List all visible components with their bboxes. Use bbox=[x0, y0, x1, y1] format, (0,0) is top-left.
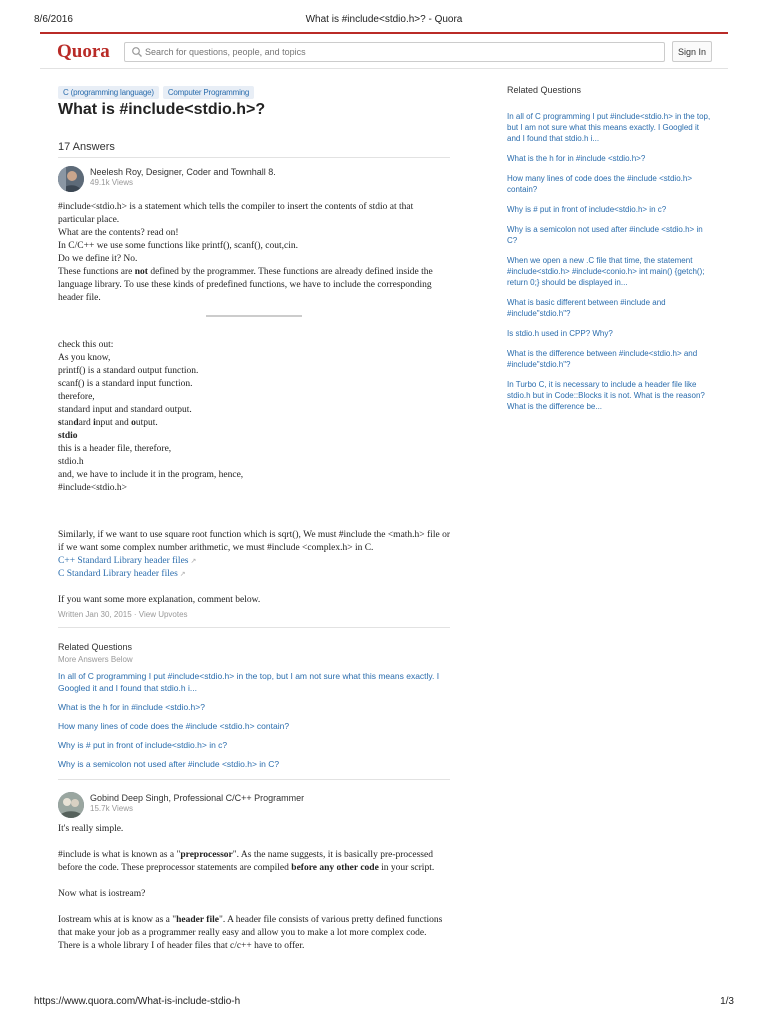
related-questions-inline bbox=[58, 642, 450, 770]
sidebar-question-link[interactable]: What is the h for in #include <stdio.h>? bbox=[507, 154, 646, 163]
answer-line: this is a header file, therefore, bbox=[58, 444, 172, 454]
print-title: What is #include<stdio.h>? - Quora bbox=[305, 14, 463, 25]
print-header bbox=[34, 14, 734, 28]
answer-line: #include<stdio.h> bbox=[58, 483, 128, 493]
answer-line: As you know, bbox=[58, 353, 111, 363]
quora-logo[interactable]: Quora bbox=[57, 41, 110, 62]
search-box[interactable] bbox=[124, 42, 665, 62]
search-input[interactable] bbox=[145, 45, 655, 59]
related-question-link[interactable]: In all of C programming I put #include<stdio.h> in the top, but I am not sure what this means exactly. I Googled it and I found that stdio.h i... bbox=[58, 671, 440, 693]
bold-not: not bbox=[134, 267, 148, 277]
stdio-breakdown: standard input and output. bbox=[58, 418, 158, 428]
answer-line: Do we define it? No. bbox=[58, 254, 138, 264]
answer-line: stdio.h bbox=[58, 457, 84, 467]
answer-line: Now what is iostream? bbox=[58, 889, 146, 899]
print-url: https://www.quora.com/What-is-include-stdio-h bbox=[34, 996, 241, 1007]
answer-line: It's really simple. bbox=[58, 824, 124, 834]
sidebar-related bbox=[507, 85, 713, 421]
sidebar-question-link[interactable]: What is the difference between #include<stdio.h> and #include"stdio.h"? bbox=[507, 349, 698, 369]
answer-line: Similarly, if we want to use square root function which is sqrt(), We must #include the <math.h> file or if we want some complex number arithmetic, we must #include <complex.h> in C. bbox=[58, 530, 450, 553]
separator bbox=[206, 315, 302, 317]
answers-count: 17 Answers bbox=[58, 141, 115, 153]
view-count: 15.7k Views bbox=[90, 804, 133, 813]
avatar[interactable] bbox=[58, 792, 84, 818]
question-title: What is #include<stdio.h>? bbox=[58, 101, 266, 118]
view-count: 49.1k Views bbox=[90, 178, 133, 187]
answer-author bbox=[58, 792, 450, 818]
print-page-number: 1/3 bbox=[720, 996, 734, 1007]
external-link-icon: ↗ bbox=[190, 557, 197, 565]
sidebar-list bbox=[507, 111, 713, 412]
answer-line: These functions are not defined by the programmer. These functions are already defined inside the language library. To use these kinds of predefined functions, we have to include the corresponding header file. bbox=[58, 267, 433, 303]
divider bbox=[58, 779, 450, 780]
answer-meta[interactable]: Written Jan 30, 2015 · View Upvotes bbox=[58, 610, 188, 619]
sidebar-question-link[interactable]: How many lines of code does the #include <stdio.h> contain? bbox=[507, 174, 693, 194]
author-name[interactable]: Gobind Deep Singh, Professional C/C++ Programmer bbox=[90, 793, 305, 803]
answer-line: check this out: bbox=[58, 340, 114, 350]
separator bbox=[206, 503, 302, 505]
answer-line: In C/C++ we use some functions like printf(), scanf(), cout,cin. bbox=[58, 241, 298, 251]
sidebar-question-link[interactable]: Is stdio.h used in CPP? Why? bbox=[507, 329, 613, 338]
answer-line: scanf() is a standard input function. bbox=[58, 379, 193, 389]
answer-line: #include is what is known as a "preprocessor". As the name suggests, it is basically pre-processed before the code. These preprocessor statements are compiled before any other code in your script. bbox=[58, 850, 435, 873]
main-column bbox=[58, 82, 450, 953]
sign-in-button[interactable]: Sign In bbox=[672, 41, 712, 62]
answer-line: printf() is a standard output function. bbox=[58, 366, 199, 376]
answer-author bbox=[58, 166, 450, 192]
topic-tag[interactable]: Computer Programming bbox=[163, 86, 254, 99]
related-question-link[interactable]: Why is # put in front of include<stdio.h> in c? bbox=[58, 740, 228, 750]
answer-line: stdio bbox=[58, 431, 78, 441]
answer-line: What are the contents? read on! bbox=[58, 228, 179, 238]
related-question-link[interactable]: How many lines of code does the #include <stdio.h> contain? bbox=[58, 721, 290, 731]
avatar[interactable] bbox=[58, 166, 84, 192]
sidebar-question-link[interactable]: Why is # put in front of include<stdio.h> in c? bbox=[507, 205, 667, 214]
topic-tag[interactable]: C (programming language) bbox=[58, 86, 159, 99]
answer-line: If you want some more explanation, comment below. bbox=[58, 595, 261, 605]
external-link[interactable]: C Standard Library header files ↗ bbox=[58, 569, 186, 579]
top-bar bbox=[40, 32, 728, 69]
search-icon bbox=[131, 46, 143, 58]
related-question-link[interactable]: What is the h for in #include <stdio.h>? bbox=[58, 702, 205, 712]
answer-line: standard input and standard output. bbox=[58, 405, 192, 415]
divider bbox=[58, 627, 450, 628]
print-footer bbox=[34, 996, 734, 1010]
sidebar-question-link[interactable]: When we open a new .C file that time, the statement #include<stdio.h> #include<conio.h> int main() {getch(); return 0;} should be displayed in... bbox=[507, 256, 705, 287]
related-question-link[interactable]: Why is a semicolon not used after #include <stdio.h> in C? bbox=[58, 759, 280, 769]
answer-line: Iostream whis at is know as a "header file". A header file consists of various pretty defined functions that make your job as a programmer really easy and allow you to make a lot more complex code. There is a whole library I of header files that c/c++ have to offer. bbox=[58, 915, 443, 951]
sidebar-question-link[interactable]: In Turbo C, it is necessary to include a header file like stdio.h but in Code::Blocks it is not. What is the reason? What is the difference be... bbox=[507, 380, 705, 411]
answer-body bbox=[58, 823, 450, 953]
sidebar-heading: Related Questions bbox=[507, 85, 582, 95]
answer-line: therefore, bbox=[58, 392, 95, 402]
external-link-icon: ↗ bbox=[179, 570, 186, 578]
external-link[interactable]: C++ Standard Library header files ↗ bbox=[58, 556, 197, 566]
divider bbox=[58, 157, 450, 158]
author-name[interactable]: Neelesh Roy, Designer, Coder and Townhall 8. bbox=[90, 167, 276, 177]
sidebar-question-link[interactable]: In all of C programming I put #include<stdio.h> in the top, but I am not sure what this means exactly. I Googled it and I found that stdio.h i... bbox=[507, 112, 711, 143]
answer-body bbox=[58, 201, 450, 607]
topic-tags bbox=[58, 82, 450, 98]
sidebar-question-link[interactable]: What is basic different between #include and #include"stdio.h"? bbox=[507, 298, 666, 318]
related-list bbox=[58, 670, 450, 770]
avatar-image bbox=[58, 166, 84, 192]
avatar-image bbox=[58, 792, 84, 818]
answer-line: and, we have to include it in the program, hence, bbox=[58, 470, 244, 480]
related-subheading: More Answers Below bbox=[58, 655, 133, 664]
related-heading: Related Questions bbox=[58, 642, 133, 652]
answer-line: #include<stdio.h> is a statement which tells the compiler to insert the contents of stdio at that particular place. bbox=[58, 202, 414, 225]
sidebar-question-link[interactable]: Why is a semicolon not used after #include <stdio.h> in C? bbox=[507, 225, 703, 245]
print-date: 8/6/2016 bbox=[34, 14, 73, 25]
